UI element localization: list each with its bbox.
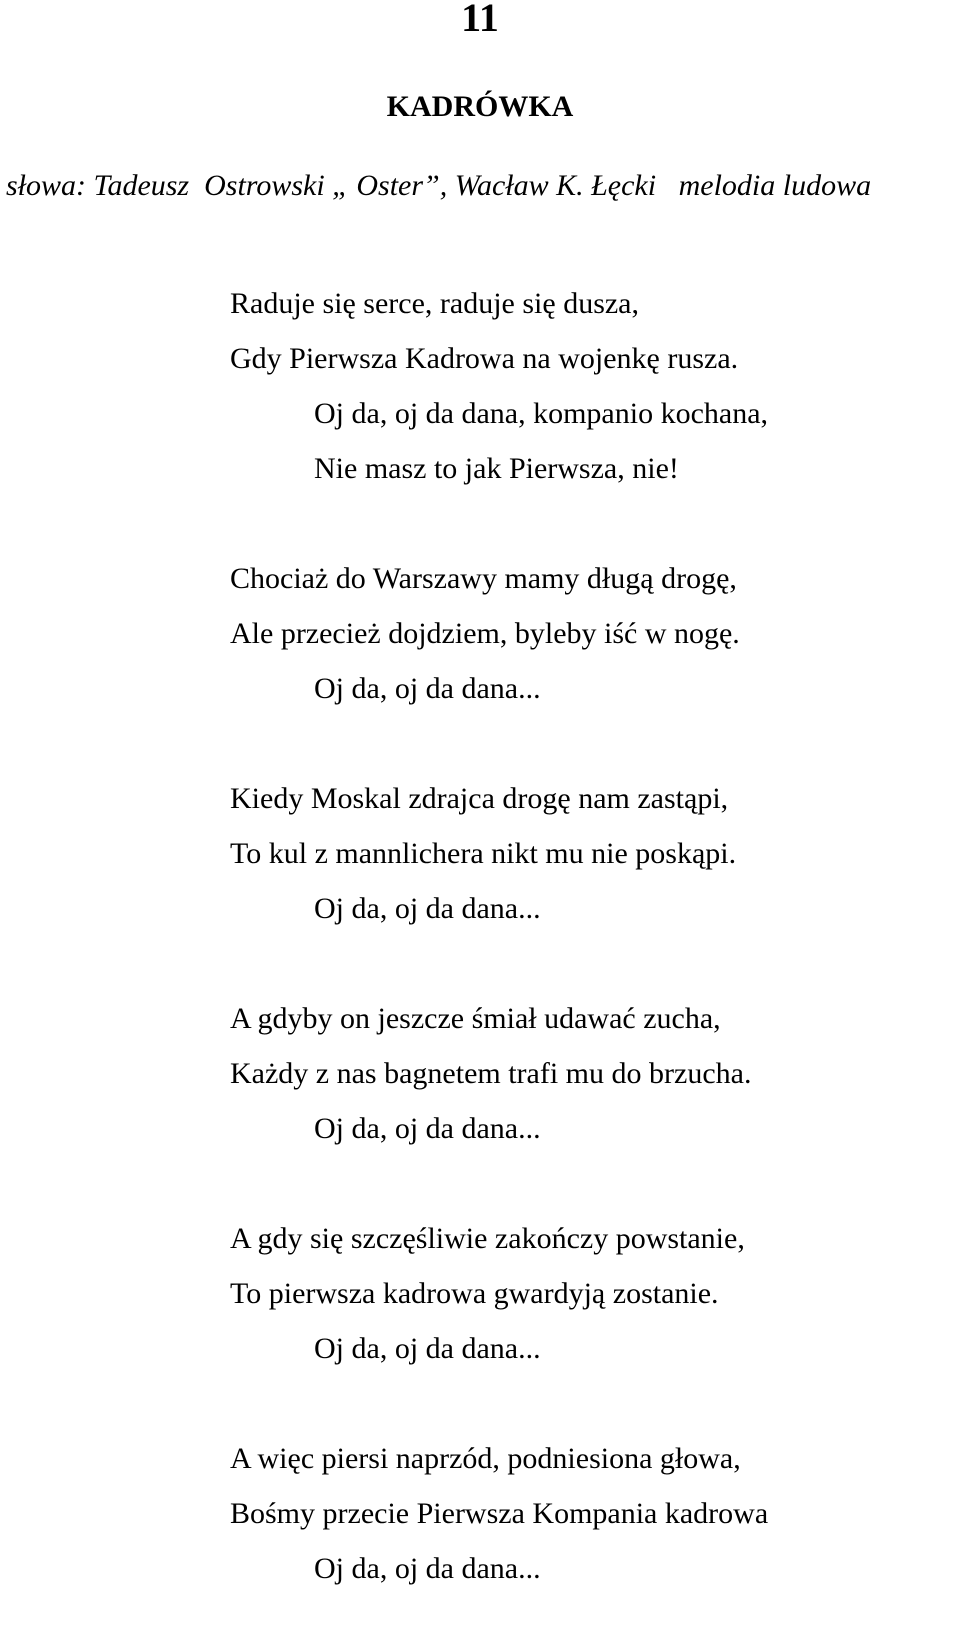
verse-line: Bośmy przecie Pierwsza Kompania kadrowa [230, 1497, 769, 1530]
verse-line: Gdy Pierwsza Kadrowa na wojenkę rusza. [230, 342, 739, 375]
refrain-line: Oj da, oj da dana... [314, 672, 541, 705]
refrain-line: Oj da, oj da dana... [314, 1552, 541, 1585]
stanza-1 [0, 276, 960, 496]
verse-line: A gdy się szczęśliwie zakończy powstanie, [230, 1222, 745, 1255]
verse-line: To pierwsza kadrowa gwardyją zostanie. [230, 1277, 719, 1310]
refrain-line: Nie masz to jak Pierwsza, nie! [314, 452, 679, 485]
refrain-line: Oj da, oj da dana, kompanio kochana, [314, 397, 769, 430]
stanza-3 [0, 771, 960, 936]
refrain-line: Oj da, oj da dana... [314, 892, 541, 925]
song-credits: słowa: Tadeusz Ostrowski „ Oster”, Wacław K. Łęcki melodia ludowa [6, 169, 872, 202]
refrain-line: Oj da, oj da dana... [314, 1112, 541, 1145]
stanza-2 [0, 551, 960, 716]
stanza-5 [0, 1211, 960, 1376]
verse-line: A gdyby on jeszcze śmiał udawać zucha, [230, 1002, 721, 1035]
refrain-line: Oj da, oj da dana... [314, 1332, 541, 1365]
page-number: 11 [461, 0, 499, 40]
verse-line: Każdy z nas bagnetem trafi mu do brzucha. [230, 1057, 752, 1090]
verse-line: Kiedy Moskal zdrajca drogę nam zastąpi, [230, 782, 729, 815]
verse-line: A więc piersi naprzód, podniesiona głowa, [230, 1442, 741, 1475]
verse-line: Ale przecież dojdziem, byleby iść w nogę. [230, 617, 740, 650]
verse-line: Raduje się serce, raduje się dusza, [230, 287, 639, 320]
stanza-4 [0, 991, 960, 1156]
song-title: KADRÓWKA [386, 90, 574, 123]
stanza-6 [0, 1431, 960, 1596]
verse-line: To kul z mannlichera nikt mu nie poskąpi. [230, 837, 737, 870]
verse-line: Chociaż do Warszawy mamy długą drogę, [230, 562, 737, 595]
